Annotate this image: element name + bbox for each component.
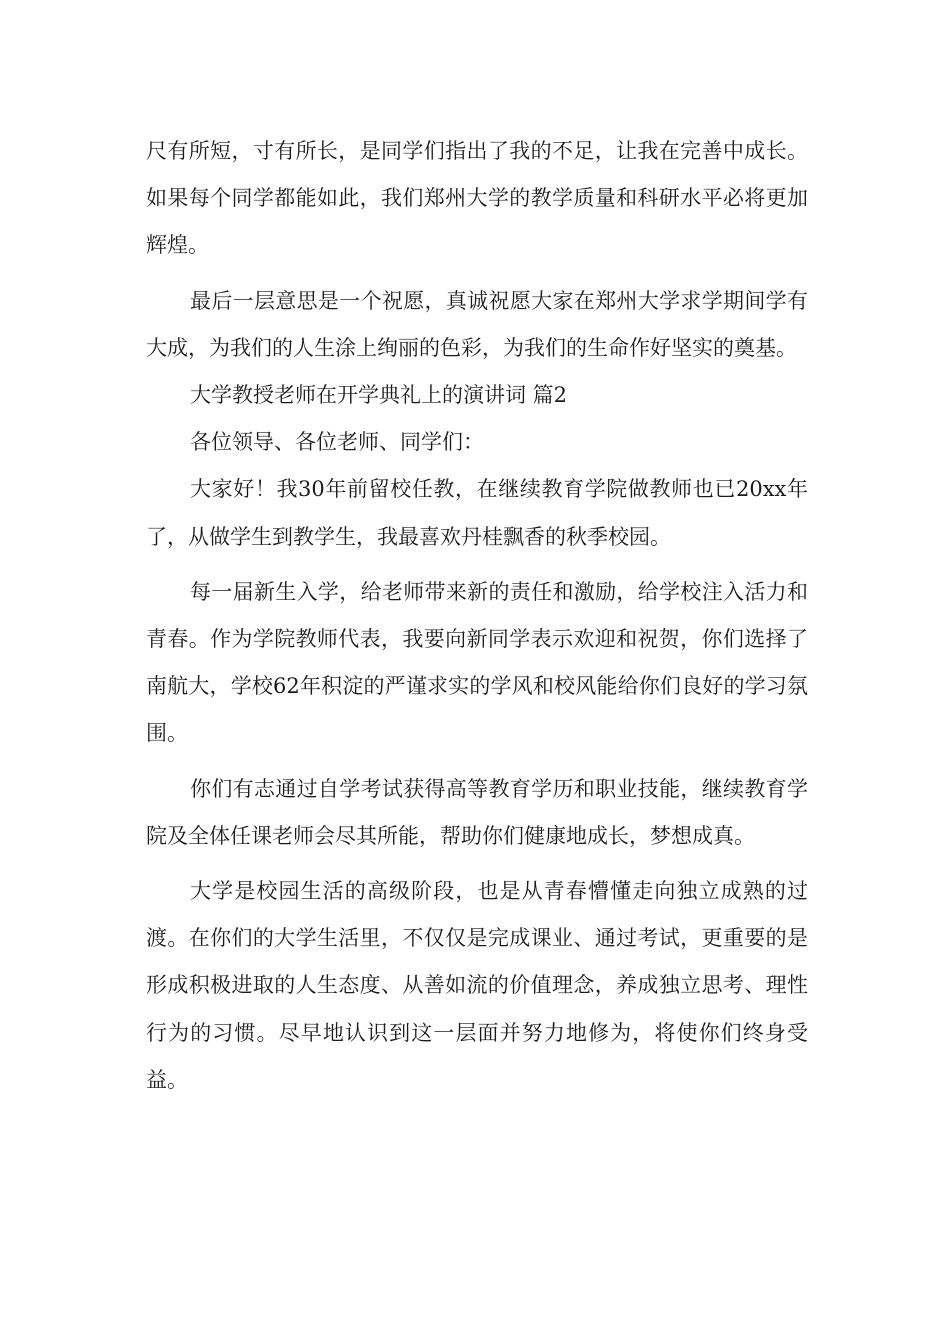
paragraph-6: 大学是校园生活的高级阶段，也是从青春懵懂走向独立成熟的过渡。在你们的大学生活里，不仅仅是完成课业、通过考试，更重要的是形成积极进取的人生态度、从善如流的价值理念，养成独立思考、理性行为的习惯。尽早地认识到这一层面并努力地修为，将使你们终身受益。 [146, 879, 808, 1092]
paragraph-4: 每一届新生入学，给老师带来新的责任和激励，给学校注入活力和青春。作为学院教师代表，我要向新同学表示欢迎和祝贺，你们选择了南航大，学校62年积淀的严谨求实的学风和校风能给你们良好的学习氛围。 [146, 579, 808, 746]
paragraph-2: 最后一层意思是一个祝愿，真诚祝愿大家在郑州大学求学期间学有大成，为我们的人生涂上绚丽的色彩，为我们的生命作好坚实的奠基。 [146, 288, 808, 360]
salutation: 各位领导、各位老师、同学们： [190, 430, 484, 455]
paragraph-greeting: 大家好！我30年前留校任教，在继续教育学院做教师也已20xx年了，从做学生到教学生，我最喜欢丹桂飘香的秋季校园。 [146, 477, 808, 549]
paragraph-5: 你们有志通过自学考试获得高等教育学历和职业技能，继续教育学院及全体任课老师会尽其所能，帮助你们健康地成长，梦想成真。 [146, 776, 808, 848]
section-heading: 大学教授老师在开学典礼上的演讲词 篇2 [190, 383, 568, 408]
paragraph-1: 尺有所短，寸有所长，是同学们指出了我的不足，让我在完善中成长。如果每个同学都能如此，我们郑州大学的教学质量和科研水平必将更加辉煌。 [146, 139, 808, 258]
document-body [146, 128, 808, 1104]
